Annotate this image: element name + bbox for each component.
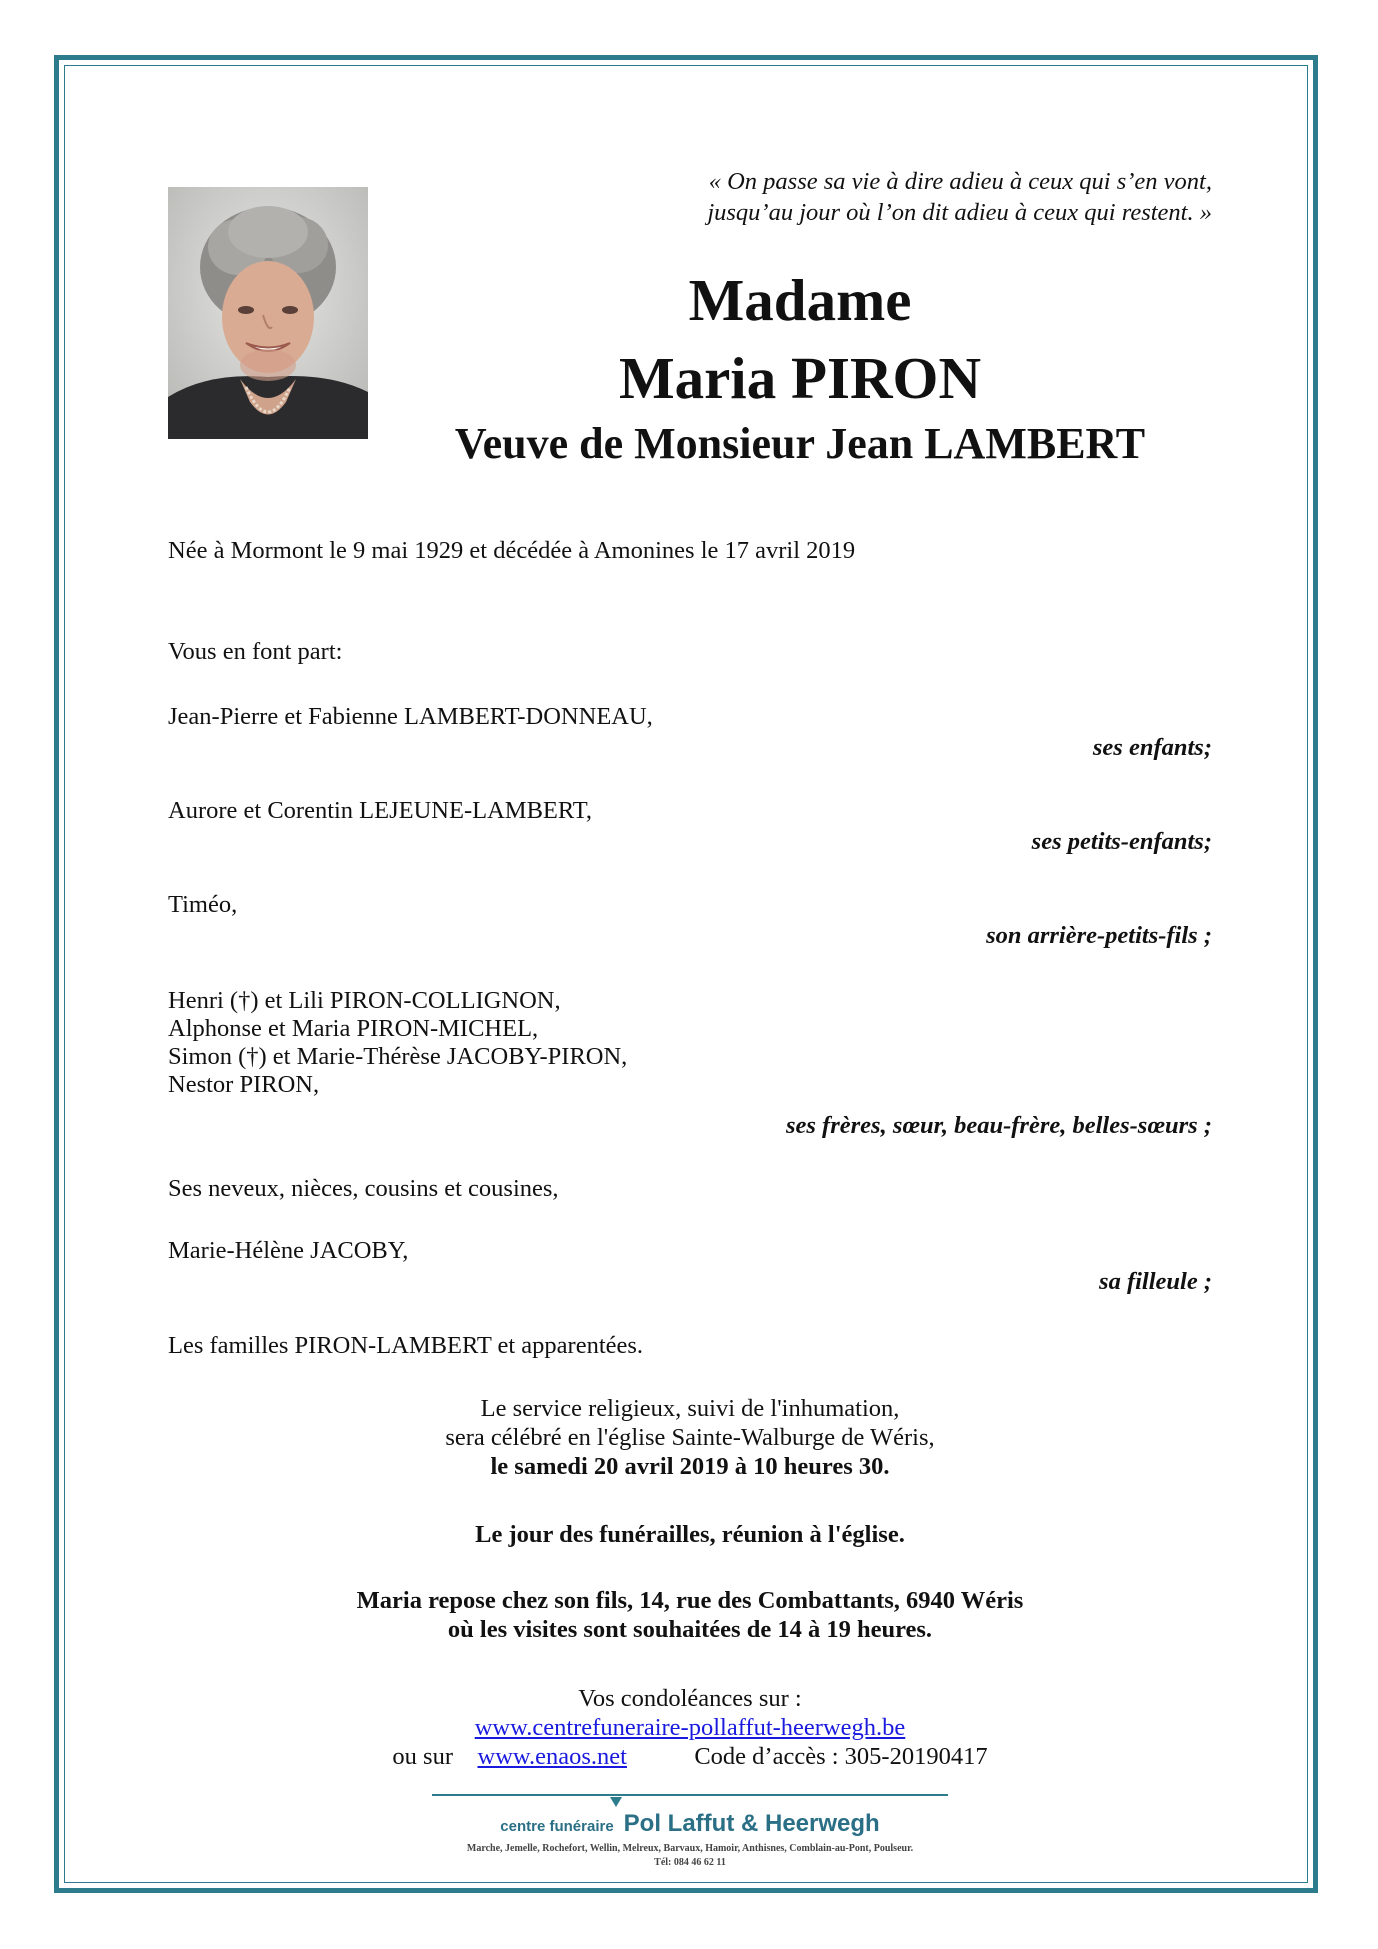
relation-label: son arrière-petits-fils ; xyxy=(986,922,1212,949)
condolences-alt-line xyxy=(168,1742,1212,1772)
logo-small-text: centre funéraire xyxy=(500,1818,614,1835)
relation-label: ses petits-enfants; xyxy=(1031,828,1212,855)
rest-line: Maria repose chez son fils, 14, rue des Combattants, 6940 Wéris xyxy=(356,1587,1024,1614)
relation-label: ses frères, sœur, beau-frère, belles-sœurs ; xyxy=(785,1112,1212,1139)
service-line: sera célébré en l'église Sainte-Walburge de Wéris, xyxy=(445,1424,935,1451)
logo-triangle-icon xyxy=(610,1797,622,1807)
portrait-photo xyxy=(168,187,368,439)
deceased-name: Maria PIRON xyxy=(618,345,982,411)
visits-line: où les visites sont souhaitées de 14 à 19 heures. xyxy=(447,1616,933,1643)
family-name-line: Alphonse et Maria PIRON-MICHEL, xyxy=(168,1015,539,1042)
family-name-line: Timéo, xyxy=(168,891,238,918)
intro-line: Vous en font part: xyxy=(168,638,343,665)
family-name-line: Jean-Pierre et Fabienne LAMBERT-DONNEAU, xyxy=(168,703,653,730)
logo-towns: Marche, Jemelle, Rochefort, Wellin, Melreux, Barvaux, Hamoir, Anthisnes, Comblain-au-Pont, Poulseur. xyxy=(466,1843,914,1854)
family-name-line: Ses neveux, nièces, cousins et cousines, xyxy=(168,1175,559,1202)
access-code: Code d’accès : 305-20190417 xyxy=(694,1743,988,1770)
service-line: Le service religieux, suivi de l'inhumation, xyxy=(480,1395,900,1422)
funeral-center-link[interactable]: www.centrefuneraire-pollaffut-heerwegh.be xyxy=(474,1714,906,1741)
funeral-home-logo xyxy=(300,1810,1080,1838)
service-date: le samedi 20 avril 2019 à 10 heures 30. xyxy=(490,1453,890,1480)
honorific-title: Madame xyxy=(688,267,912,333)
or-on-label: ou sur xyxy=(392,1743,453,1770)
family-name-line: Nestor PIRON, xyxy=(168,1071,320,1098)
family-name-line: Simon (†) et Marie-Thérèse JACOBY-PIRON, xyxy=(168,1043,628,1070)
logo-name: Pol Laffut & Heerwegh xyxy=(623,1810,880,1837)
logo-phone: Tél: 084 46 62 11 xyxy=(654,1857,726,1868)
condolences-intro: Vos condoléances sur : xyxy=(578,1685,802,1712)
quote-line: jusqu’au jour où l’on dit adieu à ceux qui restent. » xyxy=(707,199,1212,226)
relation-label: sa filleule ; xyxy=(1099,1268,1212,1295)
meeting-line: Le jour des funérailles, réunion à l'église. xyxy=(475,1521,905,1548)
quote-line: « On passe sa vie à dire adieu à ceux qui s’en vont, xyxy=(708,168,1212,195)
epigraph-quote xyxy=(512,166,1212,228)
families-line: Les familles PIRON-LAMBERT et apparentées. xyxy=(168,1332,644,1359)
family-name-line: Henri (†) et Lili PIRON-COLLIGNON, xyxy=(168,987,561,1014)
logo-divider xyxy=(432,1794,948,1796)
birth-death-line: Née à Mormont le 9 mai 1929 et décédée à Amonines le 17 avril 2019 xyxy=(168,537,856,564)
enaos-link[interactable]: www.enaos.net xyxy=(477,1743,627,1770)
portrait-illustration xyxy=(168,187,368,439)
family-name-line: Aurore et Corentin LEJEUNE-LAMBERT, xyxy=(168,797,593,824)
widow-of-line: Veuve de Monsieur Jean LAMBERT xyxy=(454,419,1146,468)
family-name-line: Marie-Hélène JACOBY, xyxy=(168,1237,409,1264)
condolences-url-line xyxy=(168,1713,1212,1743)
relation-label: ses enfants; xyxy=(1092,734,1212,761)
